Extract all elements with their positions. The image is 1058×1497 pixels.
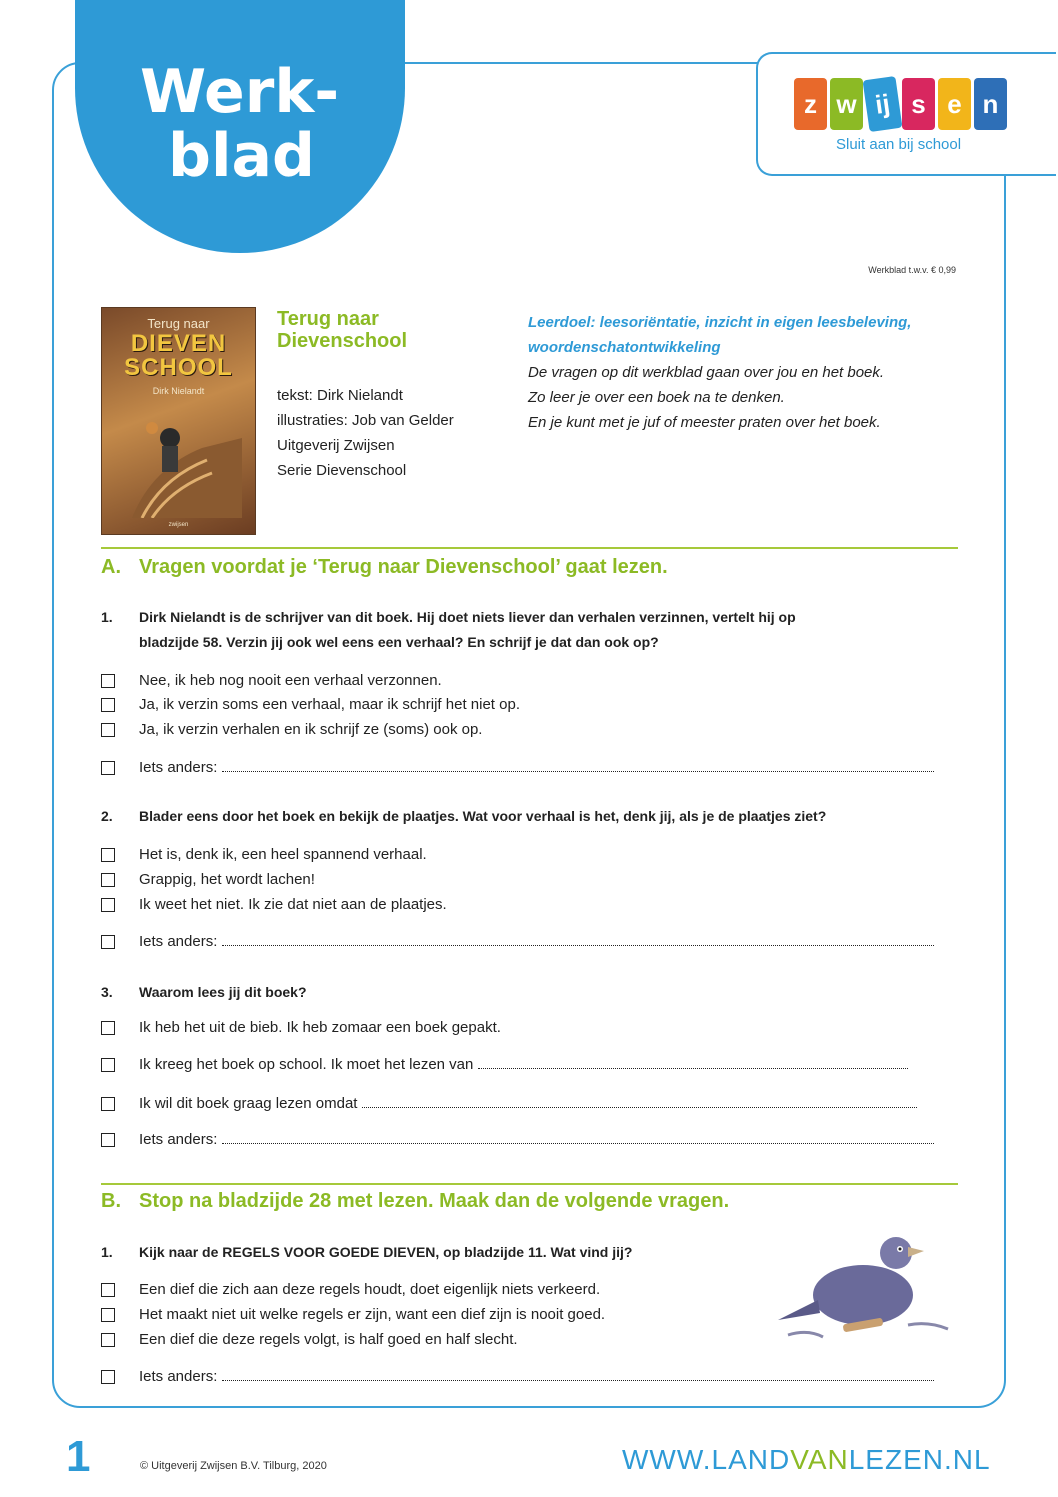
section-b-heading: B. Stop na bladzijde 28 met lezen. Maak dan de volgende vragen. <box>101 1190 730 1212</box>
header-title: Werk- blad <box>140 57 340 191</box>
answer-line[interactable] <box>478 1068 908 1069</box>
cover-publisher: zwijsen <box>168 522 189 528</box>
checkbox[interactable] <box>101 1283 115 1297</box>
checkbox[interactable] <box>101 1308 115 1322</box>
checkbox[interactable] <box>101 873 115 887</box>
checkbox[interactable] <box>101 1333 115 1347</box>
answer-line[interactable] <box>362 1107 917 1108</box>
zwijsen-logo[interactable] <box>794 78 1007 130</box>
book-meta-line: illustraties: Job van Gelder <box>277 412 454 429</box>
answer-line[interactable] <box>222 1380 934 1381</box>
book-cover <box>101 307 256 535</box>
book-title: Terug naar Dievenschool <box>277 308 408 352</box>
answer-line[interactable] <box>222 771 934 772</box>
checkbox[interactable] <box>101 723 115 737</box>
checkbox[interactable] <box>101 1058 115 1072</box>
logo-letter: s <box>902 78 935 130</box>
checkbox[interactable] <box>101 1133 115 1147</box>
logo-letter: e <box>938 78 971 130</box>
copyright: © Uitgeverij Zwijsen B.V. Tilburg, 2020 <box>140 1460 327 1472</box>
logo-letter: n <box>974 78 1007 130</box>
answer-line[interactable] <box>222 1143 934 1144</box>
checkbox[interactable] <box>101 898 115 912</box>
cover-author: Dirk Nielandt <box>152 386 205 396</box>
price-note: Werkblad t.w.v. € 0,99 <box>868 265 956 275</box>
cover-title: DIEVEN SCHOOL <box>124 330 233 381</box>
checkbox[interactable] <box>101 674 115 688</box>
checkbox[interactable] <box>101 848 115 862</box>
checkbox[interactable] <box>101 935 115 949</box>
answer-line[interactable] <box>222 945 934 946</box>
logo-tagline: Sluit aan bij school <box>836 136 962 153</box>
pigeon-illustration <box>768 1225 958 1350</box>
checkbox[interactable] <box>101 698 115 712</box>
logo-letter: ij <box>863 76 903 132</box>
logo-letter: w <box>830 78 863 130</box>
page-number: 1 <box>66 1432 91 1481</box>
book-meta-line: Serie Dievenschool <box>277 462 407 479</box>
book-meta-line: Uitgeverij Zwijsen <box>277 437 395 454</box>
book-meta <box>277 383 454 483</box>
learning-goal: Leerdoel: leesoriëntatie, inzicht in eigen leesbeleving, woordenschatontwikkeling De vragen op dit werkblad gaan over jou en het boek. Zo leer je over een boek na te denken. En je kunt met je juf of meester praten over het boek. <box>528 314 912 431</box>
cover-illustration <box>122 408 242 518</box>
checkbox[interactable] <box>101 1370 115 1384</box>
book-meta-line: tekst: Dirk Nielandt <box>277 387 403 404</box>
website-link[interactable]: WWW.LANDVANLEZEN.NL <box>622 1444 991 1475</box>
checkbox[interactable] <box>101 1021 115 1035</box>
section-a-heading: A. Vragen voordat je ‘Terug naar Dievenschool’ gaat lezen. <box>101 556 668 578</box>
checkbox[interactable] <box>101 1097 115 1111</box>
divider <box>101 1183 958 1185</box>
divider <box>101 547 958 549</box>
checkbox[interactable] <box>101 761 115 775</box>
cover-top-text: Terug naar <box>147 316 210 331</box>
logo-letter: z <box>794 78 827 130</box>
